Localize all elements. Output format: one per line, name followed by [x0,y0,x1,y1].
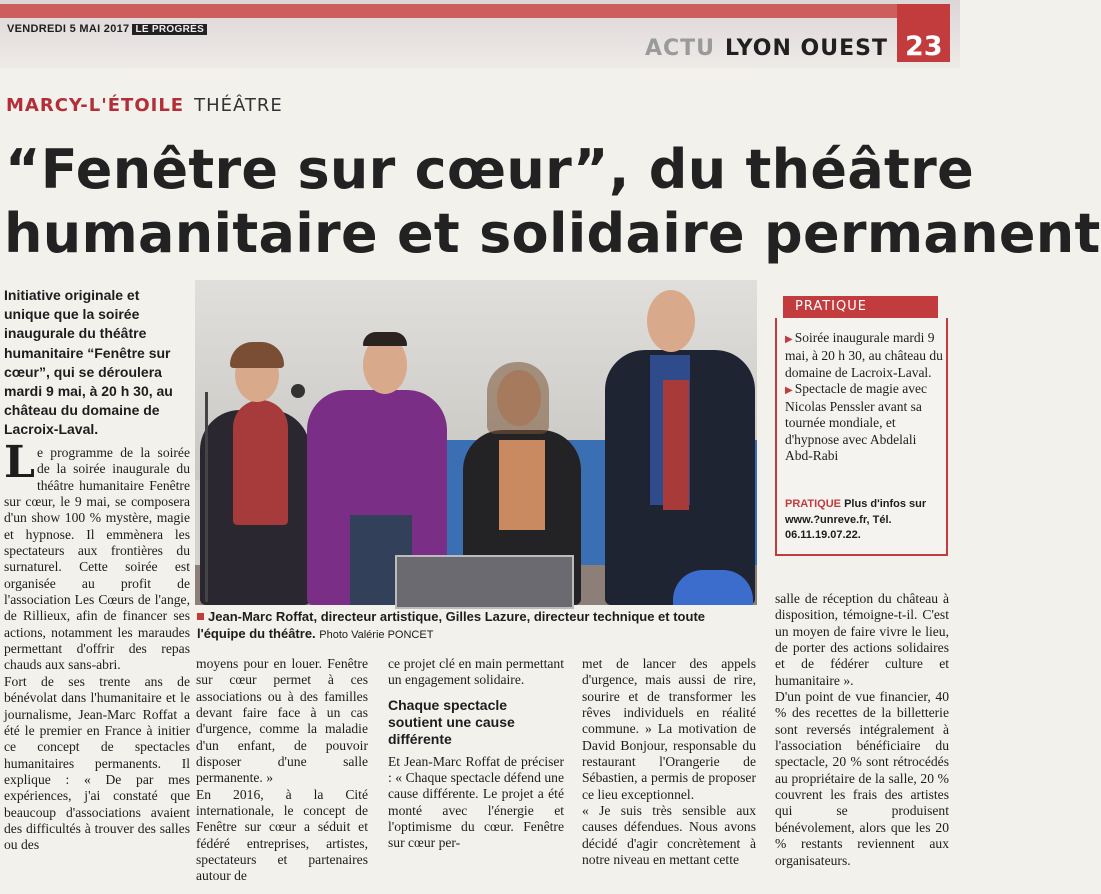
kicker [6,95,283,116]
body-column-5 [775,591,949,869]
pratique-info [785,497,945,544]
photo-top-3 [499,440,545,530]
caption-bullet-icon [197,613,204,620]
body-paragraph: met de lancer des appels d'urgence, mais aussi de rire, sourire et de transformer les rêves individuels en réalité commune. » La motivation de David Bonjour, responsable du restaurant l'Orangerie de Sébastien, a permis de proposer ce lieu exceptionnel. [582,656,756,802]
caption-text: Jean-Marc Roffat, directeur artistique, Gilles Lazure, directeur technique et toute l'équipe du théâtre. [197,609,706,641]
photo-credit: Photo Valérie PONCET [319,628,434,641]
body-paragraph: Et Jean-Marc Roffat de préciser : « Chaque spectacle défend une cause différente. Le projet a été monté avec l'énergie et l'optimisme du cœur. Fenêtre sur cœur per- [388,753,564,851]
pratique-title-bar [783,296,938,318]
photo-hair-3 [487,362,549,434]
page-number-box [897,4,950,62]
kicker-category: THÉÂTRE [194,95,283,116]
photo-hair-2 [363,332,407,346]
body-paragraph: En 2016, à la Cité internationale, le concept de Fenêtre sur cœur a séduit et fédéré entreprises, artistes, spectateurs et partenaires autour de [196,786,368,884]
issue-date: VENDREDI 5 MAI 2017 [7,23,130,35]
kicker-place: MARCY-L'ÉTOILE [6,95,185,116]
article-lead: Initiative originale et unique que la soirée inaugurale du théâtre humanitaire “Fenêtre sur cœur”, qui se déroulera mardi 9 mai, à 20 h 30, au château du domaine de Lacroix-Laval. [4,287,173,438]
pratique-info-label: PRATIQUE [785,498,842,510]
pratique-item [785,381,945,464]
body-paragraph: Fort de ses trente ans de bénévolat dans l'humanitaire et le journalisme, Jean-Marc Roffat a été le premier en France à initier ce concept de spectacles humanitaires permanents. Il explique : « De par mes expériences, j'ai constaté que beaucoup d'associations avaient des difficultés à trouver des salles ou des [4,673,190,853]
photo-scarf [233,400,288,525]
photo-microphone [291,384,305,398]
section-name: LYON OUEST [725,36,888,61]
body-paragraph: « Je suis très sensible aux causes défendues. Nous avons décidé d'agir concrètement à notre niveau en mettant cette [582,803,756,868]
pratique-title: PRATIQUE [795,299,867,314]
pratique-item-text: Spectacle de magie avec Nicolas Penssler avant sa tournée mondiale, et d'hypnose avec Abdelali Abd-Rabi [785,380,928,464]
triangle-bullet-icon: ▶ [785,334,793,345]
body-paragraph: ce projet clé en main permettant un engagement solidaire. [388,656,564,688]
drop-cap: L [4,437,35,488]
photo-face-4 [647,290,695,352]
photo-chair [673,570,753,605]
section-actu: ACTU [644,36,716,61]
header-accent-line [0,4,897,18]
photo-amplifier [395,555,574,609]
photo-caption [197,609,757,643]
body-paragraph: moyens pour en louer. Fenêtre sur cœur permet à ces associations ou à des familles devant faire face à un cas d'urgence, comme la maladie d'un enfant, de pouvoir disposer d'une salle permanente. » [196,656,368,786]
issue-date-line [7,23,207,35]
article-photo [195,280,757,605]
body-paragraph: salle de réception du château à disposition, témoigne-t-il. C'est un moyen de faire vivre le lieu, de porter des actions solidaires et de fédérer culture et humanitaire ». [775,591,949,688]
pratique-info-text: Plus d'infos sur www.?unreve.fr, Tél. 06.11.19.07.22. [785,498,927,541]
headline-line-1: “Fenêtre sur cœur”, du théâtre [5,138,975,201]
body-column-3 [388,656,564,852]
pratique-list [785,330,945,464]
section-header [645,36,888,61]
triangle-bullet-icon: ▶ [785,384,793,396]
subheading: Chaque spectacle soutient une cause différente [388,696,515,747]
photo-mic-stand [205,392,208,602]
pratique-item [785,330,945,381]
headline-line-2: humanitaire et solidaire permanent [4,202,1101,265]
body-column-2 [196,656,368,885]
body-column-4 [582,656,756,868]
photo-red-shirt [663,380,689,510]
newspaper-brand: LE PROGRÈS [132,24,207,35]
body-paragraph: e programme de la soirée de la soirée inaugurale du théâtre humanitaire Fenêtre sur cœur, le 9 mai, se composera d'un show 100 % mystère, magie et hypnose. Il emmènera les spectateurs aux frontières du surnaturel. Cette soirée est organisée au profit de l'association Les Cœurs de l'ange, de Rillieux, afin de financer ses actions, notamment les maraudes permettant d'offrir des repas chauds aux sans-abri. [4,445,190,673]
body-column-1 [4,437,190,854]
page-number: 23 [905,31,943,62]
pratique-item-text: Soirée inaugurale mardi 9 mai, à 20 h 30, au château du domaine de Lacroix-Laval. [785,330,943,380]
body-paragraph: D'un point de vue financier, 40 % des recettes de la billetterie sont reversés intégralement à l'association bénéficiaire du spectacle, 20 % sont rétrocédés au propriétaire de la salle, 20 % couvrent les frais des artistes qui se produisent bénévolement, alors que les 20 % restants reviennent aux organisateurs. [775,689,949,868]
